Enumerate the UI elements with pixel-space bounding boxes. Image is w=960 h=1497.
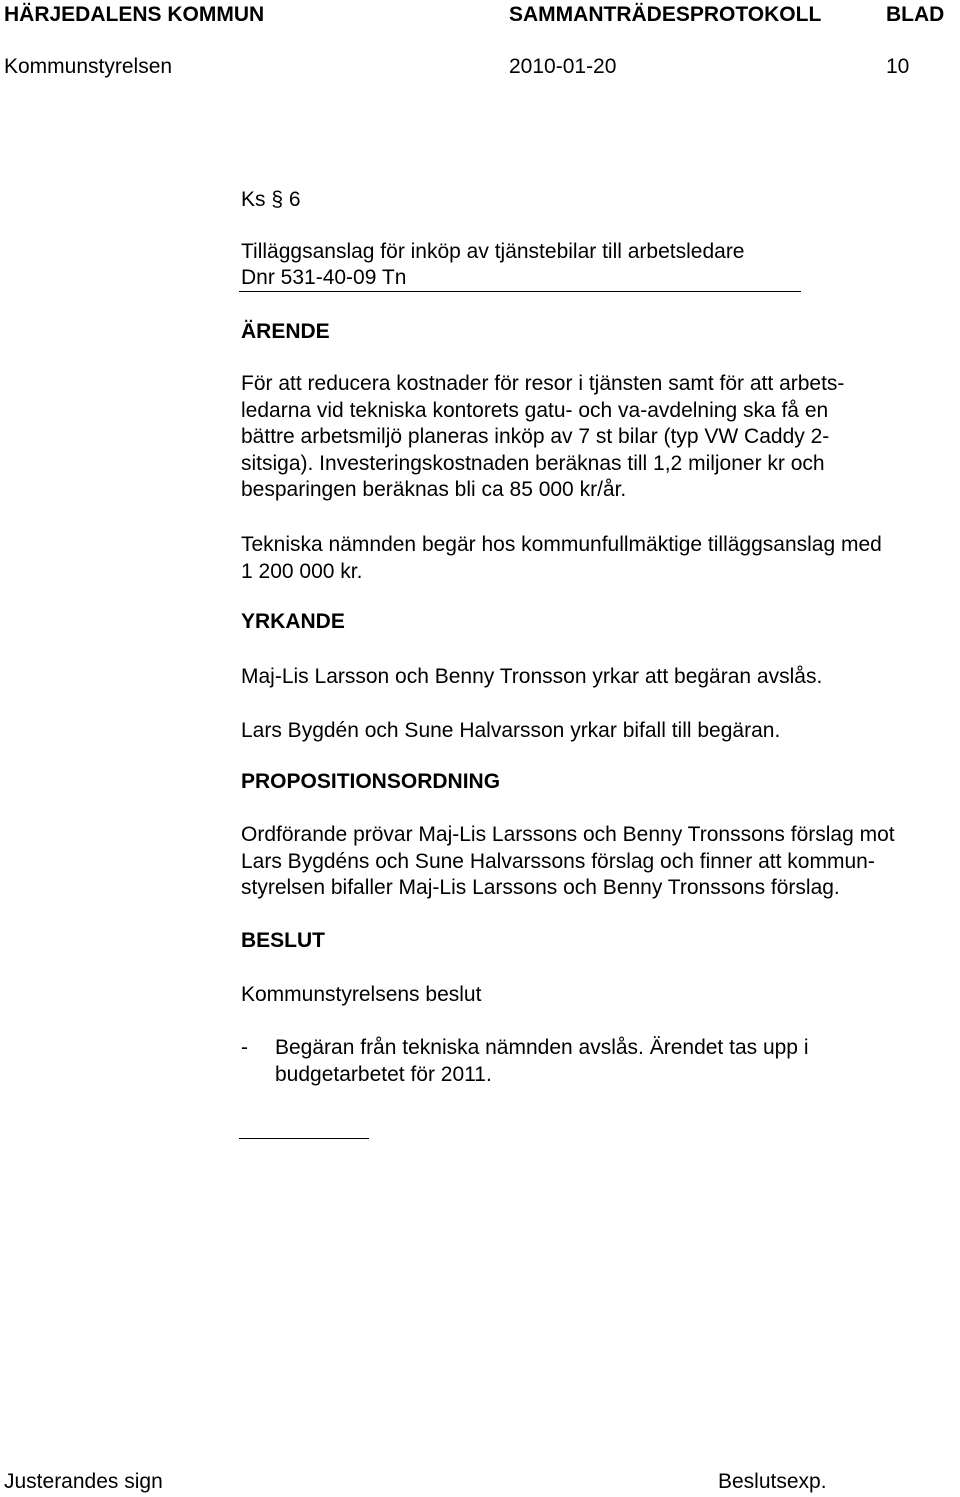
yrkande-heading: YRKANDE — [241, 610, 345, 633]
item-title: Tilläggsanslag för inköp av tjänstebilar till arbetsledare — [241, 240, 745, 263]
text-line: styrelsen bifaller Maj-Lis Larssons och Benny Tronssons förslag. — [241, 876, 840, 899]
yrkande-paragraph-2: Lars Bygdén och Sune Halvarsson yrkar bifall till begäran. — [241, 719, 781, 742]
beslut-item — [275, 1035, 809, 1088]
footer-justerandes-sign: Justerandes sign — [4, 1470, 163, 1493]
arende-paragraph-2 — [241, 532, 882, 585]
arende-paragraph-1 — [241, 371, 844, 504]
body-name: Kommunstyrelsen — [4, 55, 173, 78]
end-rule — [239, 1138, 369, 1139]
document-type: SAMMANTRÄDESPROTOKOLL — [509, 3, 822, 26]
text-line: bättre arbetsmiljö planeras inköp av 7 st bilar (typ VW Caddy 2- — [241, 425, 830, 448]
beslut-subheading: Kommunstyrelsens beslut — [241, 983, 482, 1006]
org-name: HÄRJEDALENS KOMMUN — [4, 3, 265, 26]
text-line: Begäran från tekniska nämnden avslås. Ärendet tas upp i — [275, 1036, 809, 1059]
text-line: 1 200 000 kr. — [241, 559, 363, 583]
proposition-paragraph — [241, 822, 895, 902]
proposition-heading: PROPOSITIONSORDNING — [241, 770, 501, 793]
beslut-heading: BESLUT — [241, 929, 325, 952]
text-line: budgetarbetet för 2011. — [275, 1062, 492, 1086]
title-underline — [239, 291, 801, 292]
item-dnr: Dnr 531-40-09 Tn — [241, 266, 407, 289]
text-line: Tekniska nämnden begär hos kommunfullmäktige tilläggsanslag med — [241, 533, 882, 556]
text-line: sitsiga). Investeringskostnaden beräknas till 1,2 miljoner kr och — [241, 451, 825, 475]
text-line: Lars Bygdéns och Sune Halvarssons förslag och finner att kommun- — [241, 849, 875, 873]
item-number: Ks § 6 — [241, 188, 301, 211]
text-line: Ordförande prövar Maj-Lis Larssons och Benny Tronssons förslag mot — [241, 823, 895, 846]
footer-beslutsexp: Beslutsexp. — [718, 1470, 827, 1493]
meeting-date: 2010-01-20 — [509, 55, 617, 78]
text-line: ledarna vid tekniska kontorets gatu- och va-avdelning ska få en — [241, 398, 829, 422]
text-line: För att reducera kostnader för resor i tjänsten samt för att arbets- — [241, 372, 845, 395]
blad-label: BLAD — [886, 3, 945, 26]
page-number: 10 — [886, 55, 910, 78]
beslut-bullet: - — [241, 1036, 248, 1059]
text-line: besparingen beräknas bli ca 85 000 kr/år. — [241, 478, 627, 501]
arende-heading: ÄRENDE — [241, 320, 330, 343]
yrkande-paragraph-1: Maj-Lis Larsson och Benny Tronsson yrkar att begäran avslås. — [241, 665, 823, 688]
